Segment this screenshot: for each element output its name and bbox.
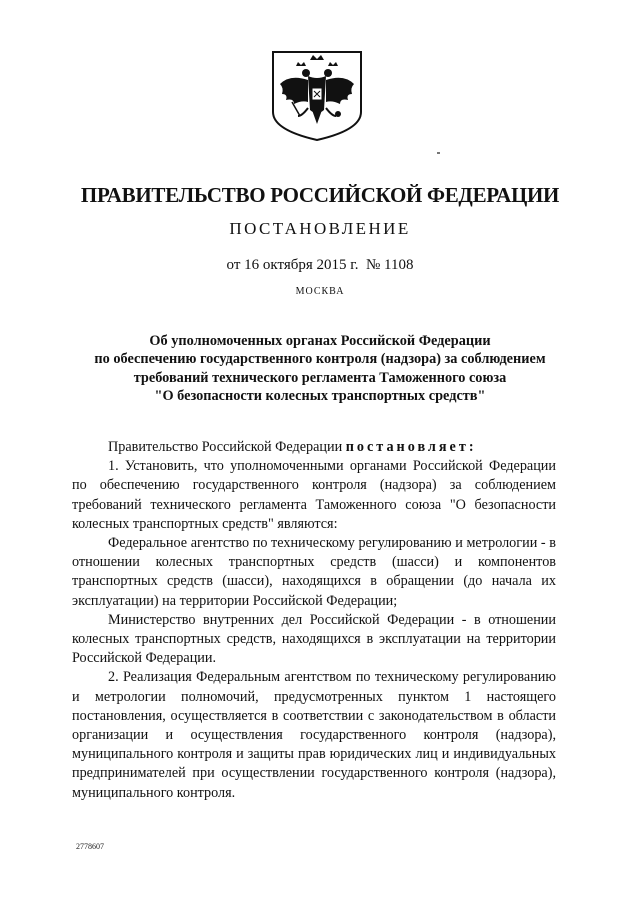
organization-title: ПРАВИТЕЛЬСТВО РОССИЙСКОЙ ФЕДЕРАЦИИ <box>80 183 560 207</box>
heading-line: Об уполномоченных органах Российской Федерации <box>149 333 491 349</box>
heading-line: "О безопасности колесных транспортных средств" <box>154 387 486 404</box>
body-paragraph: Министерство внутренних дел Российской Федерации - в отношении колесных транспортных средств, находящихся в эксплуатации на территории Российской Федерации. <box>72 611 556 667</box>
heading-line: по обеспечению государственного контроля (надзора) за соблюдением <box>94 351 546 368</box>
document-date: от 16 октября 2015 г. <box>226 257 359 273</box>
heading-line: требований технического регламента Таможенного союза <box>133 369 507 386</box>
body-paragraph: Федеральное агентство по техническому регулированию и метрологии - в отношении колесных транспортных средств (шасси) и компонентов транспортных средств (шасси), находящихся в обращении (до начала их эксплуатации) на территории Российской Федерации; <box>72 535 556 609</box>
coat-of-arms-emblem <box>270 50 364 142</box>
number-sign: № <box>365 257 381 273</box>
document-heading <box>60 332 580 405</box>
scan-speck <box>437 152 440 154</box>
body-paragraph: 2. Реализация Федеральным агентством по техническому регулированию и метрологии полномочий, предусмотренных пунктом 1 настоящего постановления, осуществляется в соответствии с законодательством в области организации и осуществления государственного контроля (надзора), муниципального контроля и защиты прав юридических лиц и индивидуальных предпринимателей при осуществлении государственного контроля (надзора), муниципального контроля. <box>72 669 556 801</box>
document-type: ПОСТАНОВЛЕНИЕ <box>229 219 411 238</box>
document-code: 2778607 <box>76 842 104 851</box>
intro-action: постановляет: <box>345 439 477 455</box>
document-body <box>72 438 556 803</box>
intro-prefix: Правительство Российской Федерации <box>108 439 343 455</box>
intro-paragraph <box>72 438 556 457</box>
document-number: 1108 <box>384 257 414 273</box>
document-date-line <box>0 257 640 274</box>
body-paragraph: 1. Установить, что уполномоченными органами Российской Федерации по обеспечению государственного контроля (надзора) за соблюдением требований технического регламента Таможенного союза "О безопасности колесных транспортных средств" являются: <box>72 458 556 532</box>
city: МОСКВА <box>295 286 345 297</box>
